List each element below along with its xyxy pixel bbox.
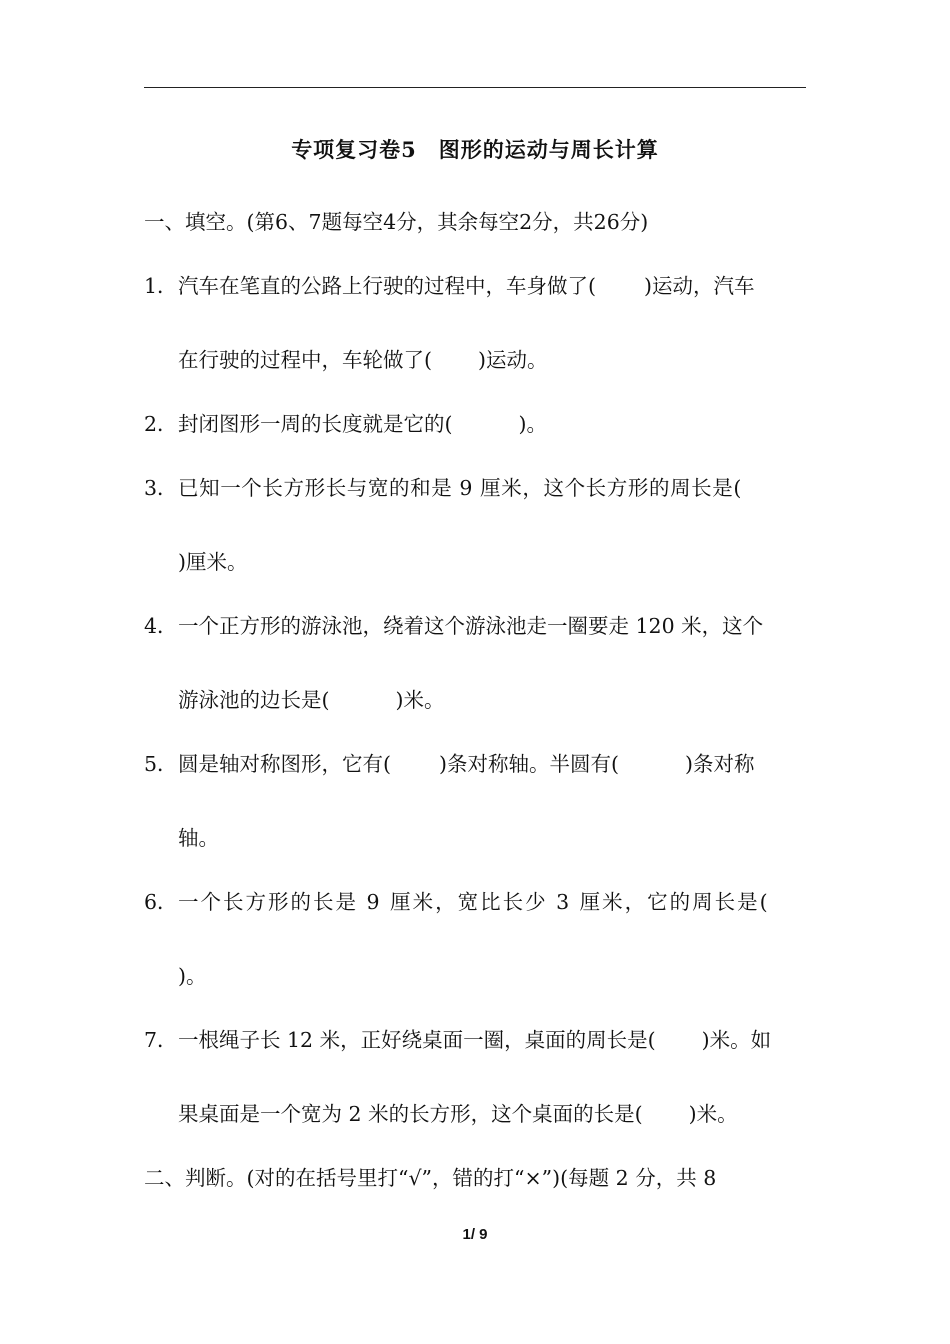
question-3-line-1: 3．已知一个长方形长与宽的和是 9 厘米，这个长方形的周长是(: [144, 476, 742, 500]
section-1-heading: 一、填空。(第6、7题每空4分，其余每空2分，共26分): [144, 210, 649, 234]
question-4-line-1: 4．一个正方形的游泳池，绕着这个游泳池走一圈要走 120 米，这个: [144, 614, 764, 638]
question-4-line-2: 游泳池的边长是( )米。: [178, 688, 445, 712]
question-7-line-1: 7．一根绳子长 12 米，正好绕桌面一圈，桌面的周长是( )米。如: [144, 1028, 772, 1052]
question-number: 4．: [144, 614, 178, 638]
question-1-line-1: 1．汽车在笔直的公路上行驶的过程中，车身做了( )运动，汽车: [144, 274, 755, 298]
question-3-line-2: )厘米。: [178, 550, 248, 574]
question-2-line-1: 2．封闭图形一周的长度就是它的( )。: [144, 412, 547, 436]
question-number: 1．: [144, 274, 178, 298]
page-number: 1/ 9: [462, 1226, 488, 1243]
question-6-line-2: )。: [178, 964, 207, 988]
header-rule: [144, 87, 806, 88]
section-2-heading: 二、判断。(对的在括号里打“√”，错的打“×”)(每题 2 分，共 8: [144, 1166, 717, 1190]
question-number: 7．: [144, 1028, 178, 1052]
question-1-line-2: 在行驶的过程中，车轮做了( )运动。: [178, 348, 548, 372]
question-5-line-2: 轴。: [178, 826, 219, 850]
question-number: 2．: [144, 412, 178, 436]
question-5-line-1: 5．圆是轴对称图形，它有( )条对称轴。半圆有( )条对称: [144, 752, 755, 776]
question-number: 3．: [144, 476, 178, 500]
page-title: 专项复习卷5 图形的运动与周长计算: [291, 137, 659, 162]
question-number: 5．: [144, 752, 178, 776]
question-6-line-1: 6．一个长方形的长是 9 厘米，宽比长少 3 厘米，它的周长是(: [144, 890, 770, 914]
question-number: 6．: [144, 890, 178, 914]
question-7-line-2: 果桌面是一个宽为 2 米的长方形，这个桌面的长是( )米。: [178, 1102, 738, 1126]
